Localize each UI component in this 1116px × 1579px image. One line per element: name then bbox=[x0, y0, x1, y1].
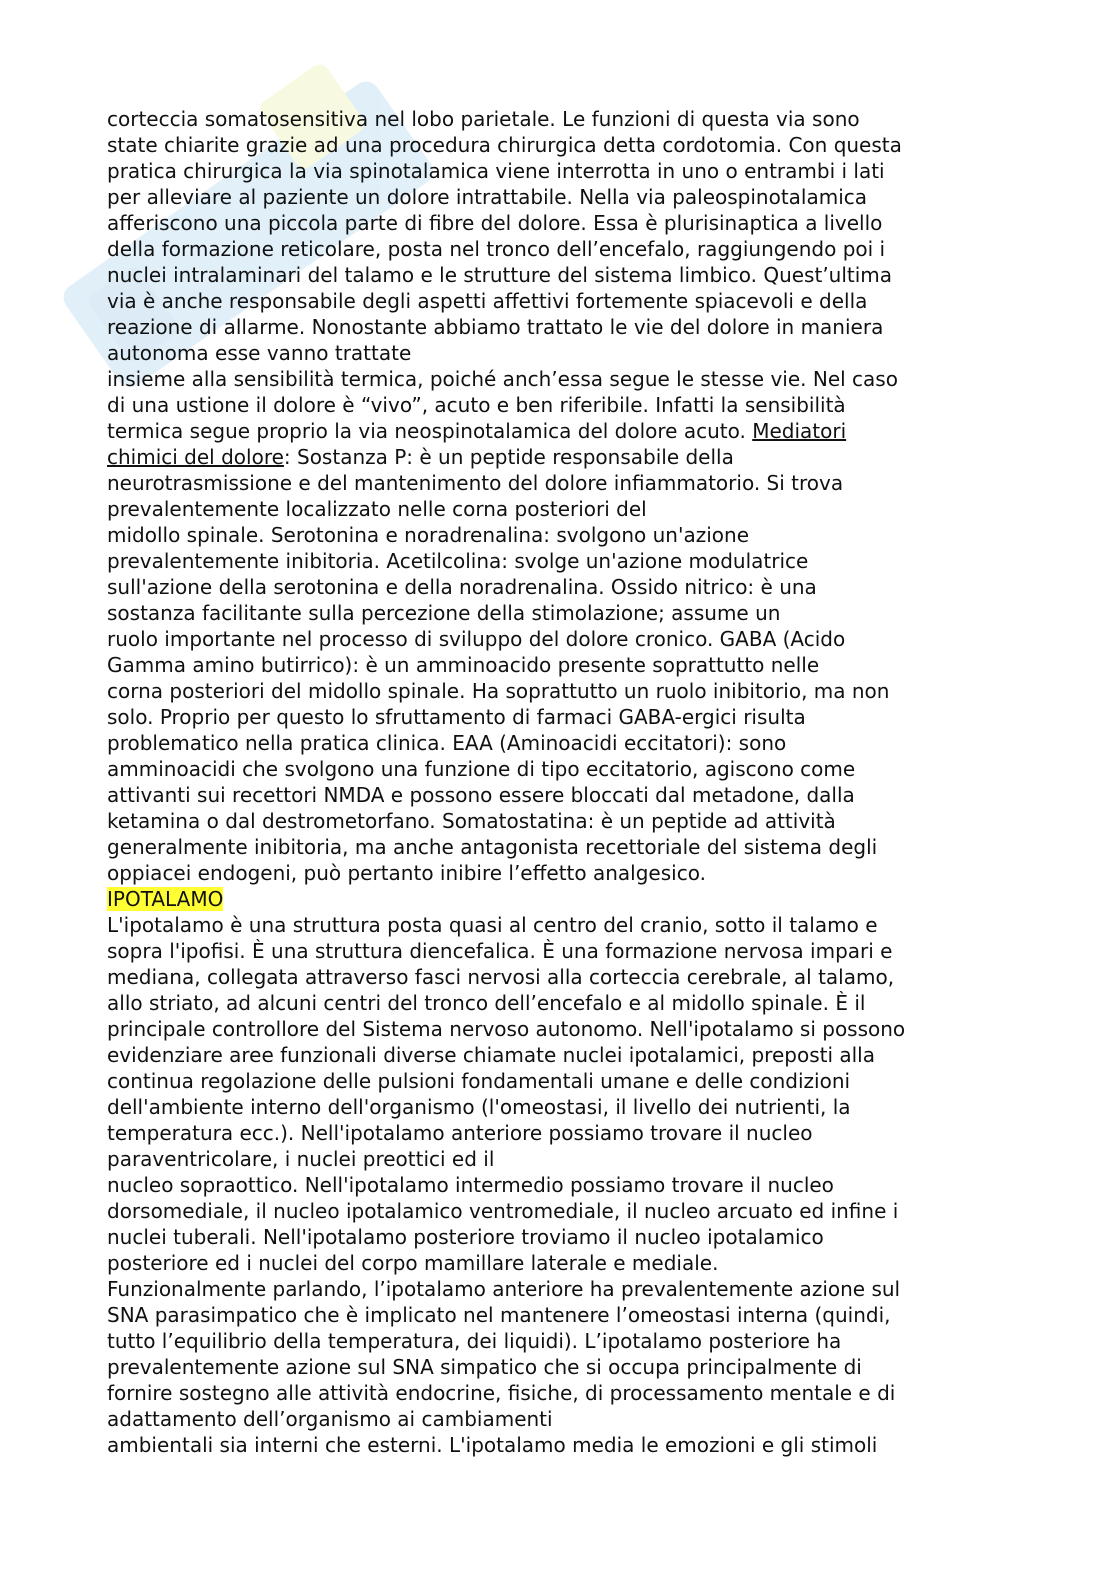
body-text: ruolo importante nel processo di sviluppo del dolore cronico. GABA (Acido bbox=[107, 627, 846, 651]
text-line bbox=[107, 1198, 1007, 1224]
body-text: tutto l’equilibrio della temperatura, dei liquidi). L’ipotalamo posteriore ha bbox=[107, 1329, 842, 1353]
body-text: Funzionalmente parlando, l’ipotalamo anteriore ha prevalentemente azione sul bbox=[107, 1277, 901, 1301]
body-text: della formazione reticolare, posta nel tronco dell’encefalo, raggiungendo poi i bbox=[107, 237, 886, 261]
body-text: sopra l'ipofisi. È una struttura diencefalica. È una formazione nervosa impari e bbox=[107, 939, 893, 963]
text-line bbox=[107, 236, 1007, 262]
body-text: prevalentemente inibitoria. Acetilcolina: svolge un'azione modulatrice bbox=[107, 549, 809, 573]
text-line bbox=[107, 1146, 1007, 1172]
text-line bbox=[107, 756, 1007, 782]
body-text: fornire sostegno alle attività endocrine, fisiche, di processamento mentale e di bbox=[107, 1381, 896, 1405]
body-text: nuclei tuberali. Nell'ipotalamo posteriore troviamo il nucleo ipotalamico bbox=[107, 1225, 824, 1249]
body-text: mediana, collegata attraverso fasci nervosi alla corteccia cerebrale, al talamo, bbox=[107, 965, 895, 989]
body-text: generalmente inibitoria, ma anche antagonista recettoriale del sistema degli bbox=[107, 835, 878, 859]
body-text: autonoma esse vanno trattate bbox=[107, 341, 412, 365]
body-text: pratica chirurgica la via spinotalamica viene interrotta in uno o entrambi i lati bbox=[107, 159, 885, 183]
text-line bbox=[107, 522, 1007, 548]
text-line bbox=[107, 990, 1007, 1016]
body-text: termica segue proprio la via neospinotalamica del dolore acuto. bbox=[107, 419, 753, 443]
text-line bbox=[107, 158, 1007, 184]
body-text: corteccia somatosensitiva nel lobo parietale. Le funzioni di questa via sono bbox=[107, 107, 860, 131]
body-text: afferiscono una piccola parte di fibre del dolore. Essa è plurisinaptica a livello bbox=[107, 211, 883, 235]
text-line bbox=[107, 938, 1007, 964]
body-text: midollo spinale. Serotonina e noradrenalina: svolgono un'azione bbox=[107, 523, 750, 547]
body-text: corna posteriori del midollo spinale. Ha soprattutto un ruolo inibitorio, ma non bbox=[107, 679, 890, 703]
body-text: sostanza facilitante sulla percezione della stimolazione; assume un bbox=[107, 601, 781, 625]
text-line bbox=[107, 496, 1007, 522]
body-text: prevalentemente azione sul SNA simpatico che si occupa principalmente di bbox=[107, 1355, 862, 1379]
text-line bbox=[107, 912, 1007, 938]
body-text: nuclei intralaminari del talamo e le strutture del sistema limbico. Quest’ultima bbox=[107, 263, 893, 287]
body-text: ketamina o dal destrometorfano. Somatostatina: è un peptide ad attività bbox=[107, 809, 836, 833]
underlined-heading: chimici del dolore bbox=[107, 445, 284, 469]
body-text: reazione di allarme. Nonostante abbiamo trattato le vie del dolore in maniera bbox=[107, 315, 884, 339]
text-line bbox=[107, 1380, 1007, 1406]
text-line bbox=[107, 730, 1007, 756]
text-line bbox=[107, 1068, 1007, 1094]
body-text: posteriore ed i nuclei del corpo mamillare laterale e mediale. bbox=[107, 1251, 719, 1275]
text-line bbox=[107, 964, 1007, 990]
text-line bbox=[107, 288, 1007, 314]
text-line bbox=[107, 392, 1007, 418]
text-line bbox=[107, 574, 1007, 600]
body-text: ambientali sia interni che esterni. L'ipotalamo media le emozioni e gli stimoli bbox=[107, 1433, 878, 1457]
body-text: di una ustione il dolore è “vivo”, acuto e ben riferibile. Infatti la sensibilità bbox=[107, 393, 846, 417]
text-line bbox=[107, 1354, 1007, 1380]
body-text: dell'ambiente interno dell'organismo (l'omeostasi, il livello dei nutrienti, la bbox=[107, 1095, 851, 1119]
text-line bbox=[107, 834, 1007, 860]
text-line bbox=[107, 470, 1007, 496]
section-heading: IPOTALAMO bbox=[107, 887, 224, 911]
text-line bbox=[107, 1042, 1007, 1068]
body-text: neurotrasmissione e del mantenimento del dolore infiammatorio. Si trova bbox=[107, 471, 844, 495]
body-text: amminoacidi che svolgono una funzione di tipo eccitatorio, agiscono come bbox=[107, 757, 856, 781]
text-line bbox=[107, 600, 1007, 626]
body-text: nucleo sopraottico. Nell'ipotalamo intermedio possiamo trovare il nucleo bbox=[107, 1173, 834, 1197]
text-line bbox=[107, 860, 1007, 886]
text-line bbox=[107, 548, 1007, 574]
text-line bbox=[107, 1250, 1007, 1276]
body-text: SNA parasimpatico che è implicato nel mantenere l’omeostasi interna (quindi, bbox=[107, 1303, 891, 1327]
text-line bbox=[107, 678, 1007, 704]
text-line bbox=[107, 1276, 1007, 1302]
body-text: dorsomediale, il nucleo ipotalamico ventromediale, il nucleo arcuato ed infine i bbox=[107, 1199, 899, 1223]
body-text: Gamma amino butirrico): è un amminoacido presente soprattutto nelle bbox=[107, 653, 820, 677]
text-line bbox=[107, 262, 1007, 288]
body-text: L'ipotalamo è una struttura posta quasi al centro del cranio, sotto il talamo e bbox=[107, 913, 878, 937]
body-text: adattamento dell’organismo ai cambiamenti bbox=[107, 1407, 553, 1431]
underlined-heading: Mediatori bbox=[752, 419, 847, 443]
text-line bbox=[107, 1302, 1007, 1328]
text-line bbox=[107, 1094, 1007, 1120]
body-text: continua regolazione delle pulsioni fondamentali umane e delle condizioni bbox=[107, 1069, 851, 1093]
body-text: temperatura ecc.). Nell'ipotalamo anteriore possiamo trovare il nucleo bbox=[107, 1121, 813, 1145]
text-line bbox=[107, 444, 1007, 470]
text-line bbox=[107, 1224, 1007, 1250]
text-line bbox=[107, 314, 1007, 340]
text-line bbox=[107, 782, 1007, 808]
text-line bbox=[107, 184, 1007, 210]
text-line bbox=[107, 366, 1007, 392]
text-line bbox=[107, 1120, 1007, 1146]
text-line bbox=[107, 1406, 1007, 1432]
text-line bbox=[107, 210, 1007, 236]
body-text: paraventricolare, i nuclei preottici ed il bbox=[107, 1147, 495, 1171]
text-line bbox=[107, 418, 1007, 444]
body-text: allo striato, ad alcuni centri del tronco dell’encefalo e al midollo spinale. È il bbox=[107, 991, 866, 1015]
body-text: per alleviare al paziente un dolore intrattabile. Nella via paleospinotalamica bbox=[107, 185, 868, 209]
text-line bbox=[107, 1432, 1007, 1458]
text-line bbox=[107, 1172, 1007, 1198]
text-line bbox=[107, 808, 1007, 834]
body-text: prevalentemente localizzato nelle corna posteriori del bbox=[107, 497, 647, 521]
text-line bbox=[107, 626, 1007, 652]
body-text: via è anche responsabile degli aspetti affettivi fortemente spiacevoli e della bbox=[107, 289, 868, 313]
text-line bbox=[107, 886, 1007, 912]
text-line bbox=[107, 1328, 1007, 1354]
body-text: attivanti sui recettori NMDA e possono essere bloccati dal metadone, dalla bbox=[107, 783, 855, 807]
body-text: oppiacei endogeni, può pertanto inibire l’effetto analgesico. bbox=[107, 861, 706, 885]
body-text: problematico nella pratica clinica. EAA (Aminoacidi eccitatori): sono bbox=[107, 731, 787, 755]
document-page bbox=[107, 106, 1007, 1458]
text-line bbox=[107, 340, 1007, 366]
body-text: solo. Proprio per questo lo sfruttamento di farmaci GABA-ergici risulta bbox=[107, 705, 806, 729]
body-text: insieme alla sensibilità termica, poiché anch’essa segue le stesse vie. Nel caso bbox=[107, 367, 898, 391]
body-text: sull'azione della serotonina e della noradrenalina. Ossido nitrico: è una bbox=[107, 575, 817, 599]
body-text: principale controllore del Sistema nervoso autonomo. Nell'ipotalamo si possono bbox=[107, 1017, 906, 1041]
text-line bbox=[107, 704, 1007, 730]
text-line bbox=[107, 132, 1007, 158]
text-line bbox=[107, 652, 1007, 678]
body-text: : Sostanza P: è un peptide responsabile della bbox=[283, 445, 734, 469]
text-line bbox=[107, 106, 1007, 132]
text-line bbox=[107, 1016, 1007, 1042]
body-text: state chiarite grazie ad una procedura chirurgica detta cordotomia. Con questa bbox=[107, 133, 902, 157]
body-text: evidenziare aree funzionali diverse chiamate nuclei ipotalamici, preposti alla bbox=[107, 1043, 875, 1067]
